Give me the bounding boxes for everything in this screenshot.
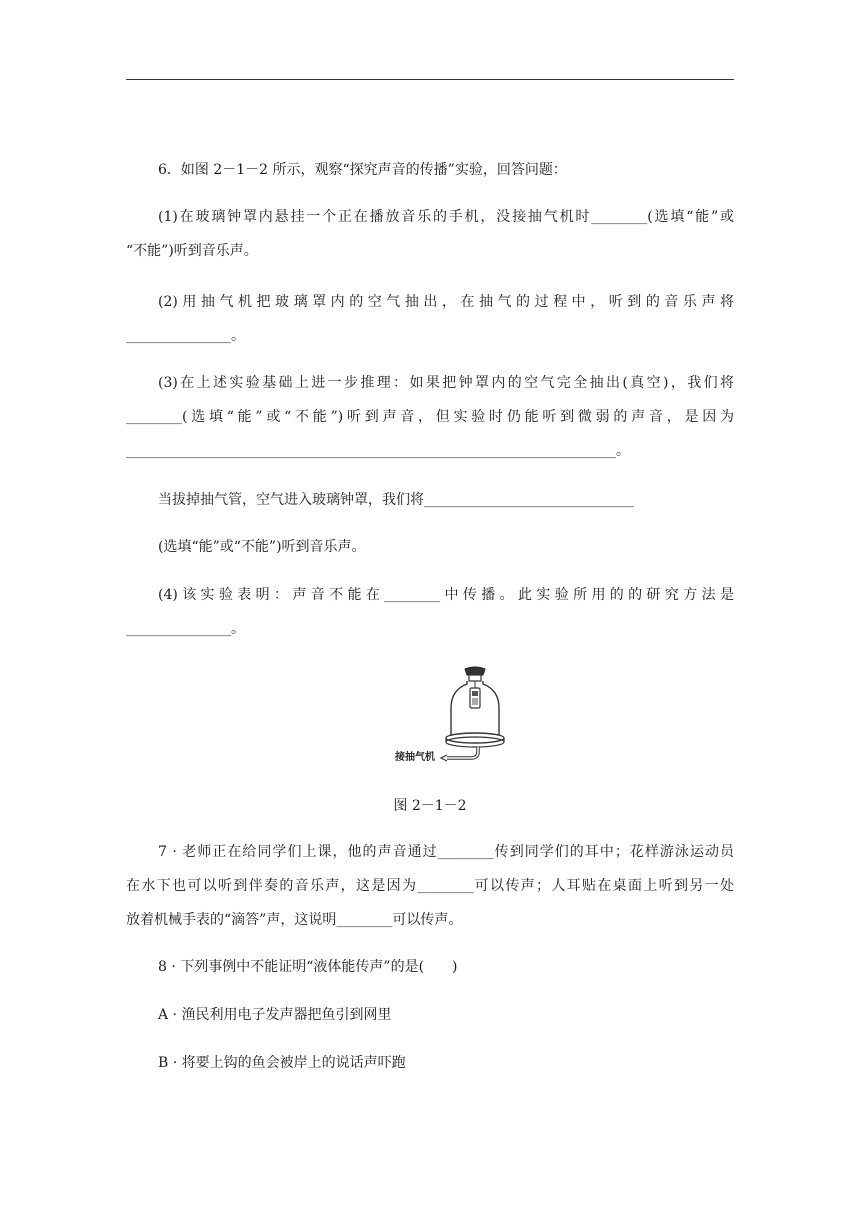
pump-tube-icon [441,747,478,761]
q6-stem: 6．如图 2－1－2 所示，观察“探究声音的传播”实验，回答问题： [158,162,567,178]
q8-stem: 8 · 下列事例中不能证明“液体能传声”的是( ) [158,959,458,975]
q6-part4-line2: _______________。 [126,621,245,637]
phone-icon [470,688,480,708]
experiment-figure [395,664,525,772]
q6-part3-line1: (3)在上述实验基础上进一步推理：如果把钟罩内的空气完全抽出(真空)，我们将 [158,375,734,391]
q6-part4-line1: (4)该实验表明：声音不能在________中传播。此实验所用的的研究方法是 [158,587,734,603]
q6-part3-line2: ________(选填“能”或“不能”)听到声音，但实验时仍能听到微弱的声音，是因为 [126,409,734,425]
q6-part2-line1: (2)用抽气机把玻璃罩内的空气抽出，在抽气的过程中，听到的音乐声将 [158,294,734,310]
header-rule [126,79,734,80]
q8-option-b[interactable]: B · 将要上钩的鱼会被岸上的说话声吓跑 [158,1055,406,1071]
pump-label: 接抽气机 [395,752,435,763]
q6-part3-line3: ______________________________________________________________________。 [126,443,630,459]
q6-part3-line4: 当拔掉抽气管，空气进入玻璃钟罩，我们将______________________________ [158,492,634,508]
q7-line2: 在水下也可以听到伴奏的音乐声，这是因为________可以传声；人耳贴在桌面上听到另一处 [126,878,734,894]
q6-part1-line2: “不能”)听到音乐声。 [126,243,258,259]
q8-option-a[interactable]: A · 渔民利用电子发声器把鱼引到网里 [158,1007,392,1023]
q6-part2-line2: _______________。 [126,328,245,344]
q7-line3: 放着机械手表的“滴答”声，这说明________可以传声。 [126,912,463,928]
q6-part1-line1: (1)在玻璃钟罩内悬挂一个正在播放音乐的手机，没接抽气机时________(选填“能”或 [158,209,734,225]
q6-part3-line5: (选填“能”或“不能”)听到音乐声。 [158,539,366,555]
figure-caption: 图 2－1－2 [393,798,467,814]
q7-line1: 7 · 老师正在给同学们上课，他的声音通过________传到同学们的耳中；花样游泳运动员 [158,844,734,860]
